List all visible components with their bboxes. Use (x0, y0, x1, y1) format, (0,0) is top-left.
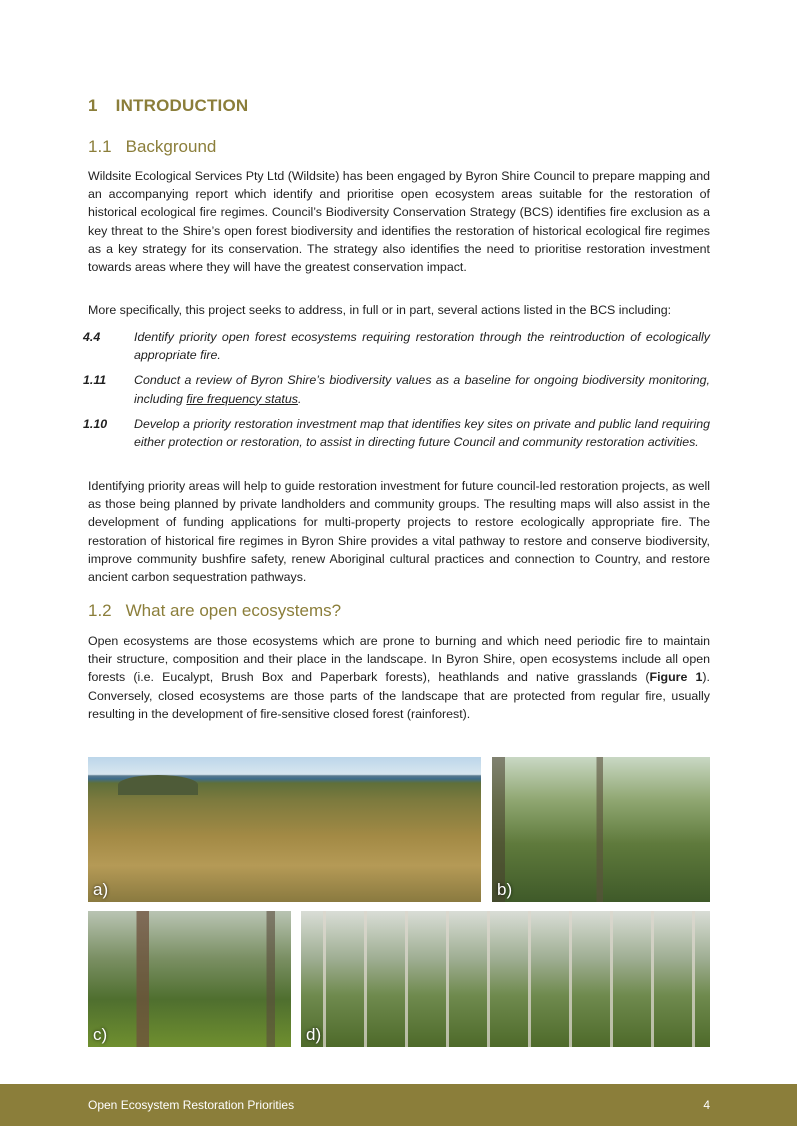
action-text-end: . (297, 391, 302, 406)
open-ecosystems-paragraph (88, 632, 710, 723)
subsection-title: What are open ecosystems? (125, 601, 342, 620)
action-code: 1.11 (83, 373, 107, 388)
background-paragraph-1: Wildsite Ecological Services Pty Ltd (Wildsite) has been engaged by Byron Shire Council to prepare mapping and an accompanying report which identify and prioritise open ecosystem areas suitable for the restoration of historical ecological fire regimes. Council’s Biodiversity Conservation Strategy (BCS) identifies fire exclusion as a key threat to the Shire’s open forest biodiversity and identifies the restoration of historical ecological fire regimes as a key strategy for its conservation. The strategy also identifies the need to prioritise restoration investment towards areas where they will have the greatest conservation impact. (88, 169, 710, 275)
section-number: 1 (88, 96, 98, 115)
footer-page-number: 4 (703, 1098, 710, 1112)
subsection-heading-background (88, 137, 216, 157)
action-text: Develop a priority restoration investment map that identifies key sites on private and public land requiring either protection or restoration, to assist in directing future Council and community restoration activities. (134, 416, 710, 450)
photo-label-a: a) (93, 880, 109, 899)
photo-headland-shape (118, 775, 198, 795)
subsection-title: Background (125, 137, 217, 156)
subsection-number: 1.2 (88, 601, 112, 620)
photo-label-c: c) (93, 1025, 108, 1044)
subsection-number: 1.1 (88, 137, 112, 156)
photo-label-b: b) (497, 880, 513, 899)
figure-reference: Figure 1 (649, 670, 703, 685)
photo-eucalypt-forest (88, 911, 291, 1047)
photo-paperbark-forest (301, 911, 710, 1047)
action-item (83, 371, 710, 407)
page-footer (0, 1084, 797, 1126)
photo-label-d: d) (306, 1025, 322, 1044)
photo-open-forest (492, 757, 710, 902)
action-text-main: Conduct a review of Byron Shire’s biodiversity values as a baseline for ongoing biodiversity monitoring, including (134, 373, 710, 406)
action-item (83, 328, 710, 364)
section-heading (88, 96, 248, 116)
para-text-end: ). Conversely, closed ecosystems are those parts of the landscape that are protected from regular fire, usually resulting in the development of fire-sensitive closed forest (rainforest). (88, 670, 710, 721)
action-item (83, 415, 710, 451)
action-code: 4.4 (83, 330, 101, 344)
background-paragraph-2: More specifically, this project seeks to address, in full or in part, several actions listed in the BCS including: (88, 303, 672, 317)
bcs-actions-list (83, 328, 710, 458)
action-code: 1.10 (83, 416, 108, 431)
footer-document-title: Open Ecosystem Restoration Priorities (88, 1098, 295, 1112)
para-text-start: Open ecosystems are those ecosystems which are prone to burning and which need periodic fire to maintain their structure, composition and their place in the landscape. In Byron Shire, open ecosystems include all open forests (i.e. Eucalypt, Brush Box and Paperbark forests), heathlands and native grasslands ( (88, 634, 710, 685)
subsection-heading-open-ecosystems (88, 601, 341, 621)
background-paragraph-3: Identifying priority areas will help to guide restoration investment for future council-led restoration projects, as well as those being planned by private landholders and community groups. The resulting maps will also assist in the development of funding applications for multi-property projects to restore ecologically appropriate fire. The restoration of historical fire regimes in Byron Shire provides a vital pathway to restore and conserve biodiversity, improve community bushfire safety, renew Aboriginal cultural practices and connection to Country, and restore ancient carbon sequestration pathways. (88, 479, 710, 585)
section-title: INTRODUCTION (115, 96, 249, 115)
action-text (134, 371, 710, 407)
photo-heathland-coast (88, 757, 481, 902)
action-text: Identify priority open forest ecosystems requiring restoration through the reintroduction of ecologically appropriate fire. (134, 330, 710, 363)
fire-frequency-status-link: fire frequency status (186, 391, 298, 406)
